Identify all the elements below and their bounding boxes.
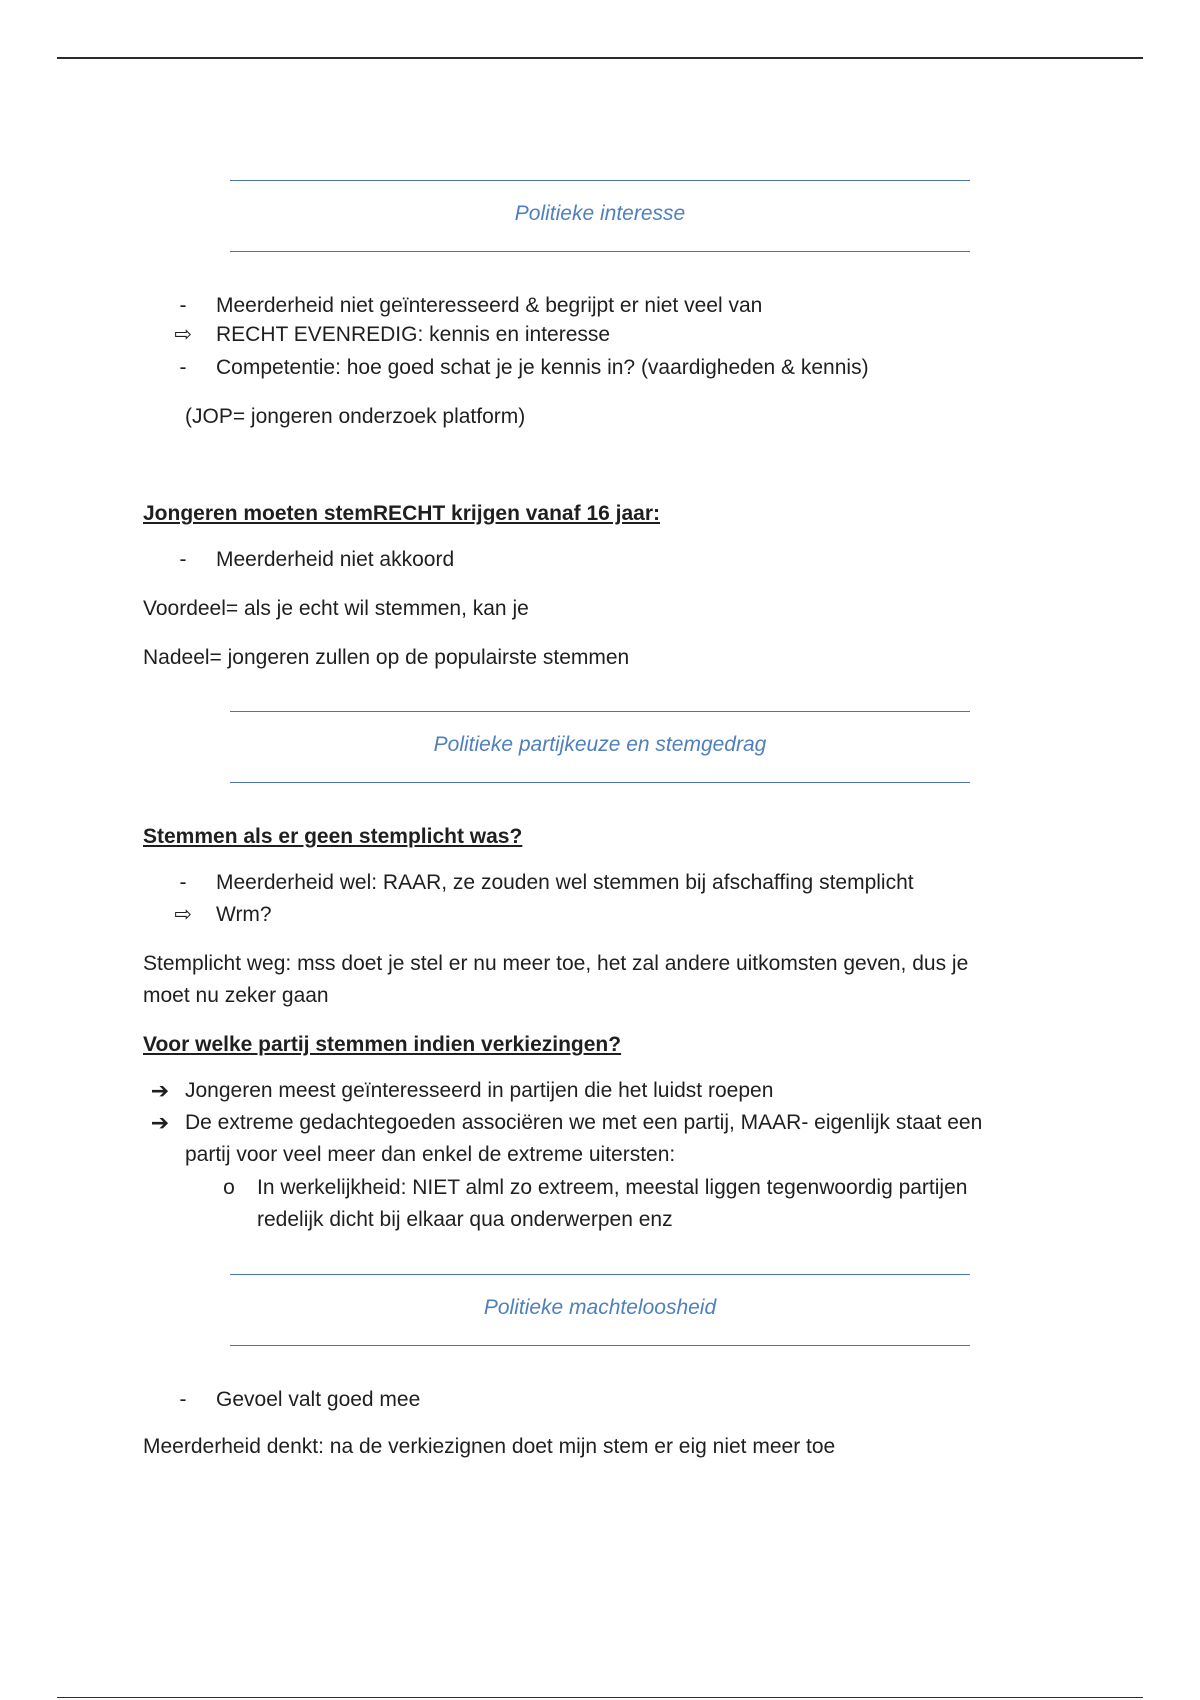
nested-item-continued: redelijk dicht bij elkaar qua onderwerpen enz xyxy=(257,1208,673,1231)
list-marker: - xyxy=(179,294,187,317)
heading-rule-bottom xyxy=(230,251,970,252)
arrow-marker: ➔ xyxy=(150,1110,170,1135)
nadeel-text: Nadeel= jongeren zullen op de populairste stemmen xyxy=(143,646,630,669)
list-item: RECHT EVENREDIG: kennis en interesse xyxy=(216,323,611,346)
list-item: Meerderheid wel: RAAR, ze zouden wel stemmen bij afschaffing stemplicht xyxy=(216,871,914,894)
list-marker: ⇨ xyxy=(174,903,192,926)
list-item: De extreme gedachtegoeden associëren we met een partij, MAAR- eigenlijk staat een xyxy=(185,1111,983,1134)
voordeel-text: Voordeel= als je echt wil stemmen, kan je xyxy=(143,597,529,620)
paragraph-line: moet nu zeker gaan xyxy=(143,984,329,1007)
list-item: Competentie: hoe goed schat je je kennis in? (vaardigheden & kennis) xyxy=(216,356,869,379)
page-top-rule xyxy=(57,57,1143,59)
heading-rule-top xyxy=(230,180,970,181)
heading-partijkeuze xyxy=(230,711,970,783)
list-item: Jongeren meest geïnteresseerd in partijen die het luidst roepen xyxy=(185,1079,774,1102)
list-item: Wrm? xyxy=(216,903,272,926)
list-item: Meerderheid niet geïnteresseerd & begrijpt er niet veel van xyxy=(216,294,763,317)
list-item: Gevoel valt goed mee xyxy=(216,1388,421,1411)
list-marker: - xyxy=(179,871,187,894)
list-item-continued: partij voor veel meer dan enkel de extreme uitersten: xyxy=(185,1143,676,1166)
section-title: Politieke interesse xyxy=(514,202,686,225)
heading-rule-top xyxy=(230,1274,970,1275)
heading-politieke-interesse xyxy=(230,180,970,252)
subheading-stemrecht: Jongeren moeten stemRECHT krijgen vanaf 16 jaar: xyxy=(143,502,660,525)
nested-item: In werkelijkheid: NIET alml zo extreem, meestal liggen tegenwoordig partijen xyxy=(257,1176,968,1199)
note-text: (JOP= jongeren onderzoek platform) xyxy=(185,405,526,428)
page-bottom-rule xyxy=(57,1697,1143,1698)
subheading-partij: Voor welke partij stemmen indien verkiezingen? xyxy=(143,1033,622,1056)
arrow-marker: ➔ xyxy=(150,1078,170,1103)
heading-machteloosheid xyxy=(230,1274,970,1346)
section-title: Politieke partijkeuze en stemgedrag xyxy=(433,733,767,756)
list-marker: - xyxy=(179,548,187,571)
list-item: Meerderheid niet akkoord xyxy=(216,548,455,571)
heading-rule-top xyxy=(230,711,970,712)
heading-rule-bottom xyxy=(230,1345,970,1346)
nested-marker: o xyxy=(223,1176,235,1199)
list-marker: - xyxy=(179,356,187,379)
section-title: Politieke machteloosheid xyxy=(483,1296,717,1319)
list-marker: - xyxy=(179,1388,187,1411)
heading-rule-bottom xyxy=(230,782,970,783)
paragraph-line: Stemplicht weg: mss doet je stel er nu meer toe, het zal andere uitkomsten geven, dus je xyxy=(143,952,969,975)
subheading-stemplicht: Stemmen als er geen stemplicht was? xyxy=(143,825,523,848)
paragraph-text: Meerderheid denkt: na de verkiezignen doet mijn stem er eig niet meer toe xyxy=(143,1435,836,1458)
list-marker: ⇨ xyxy=(174,323,192,346)
